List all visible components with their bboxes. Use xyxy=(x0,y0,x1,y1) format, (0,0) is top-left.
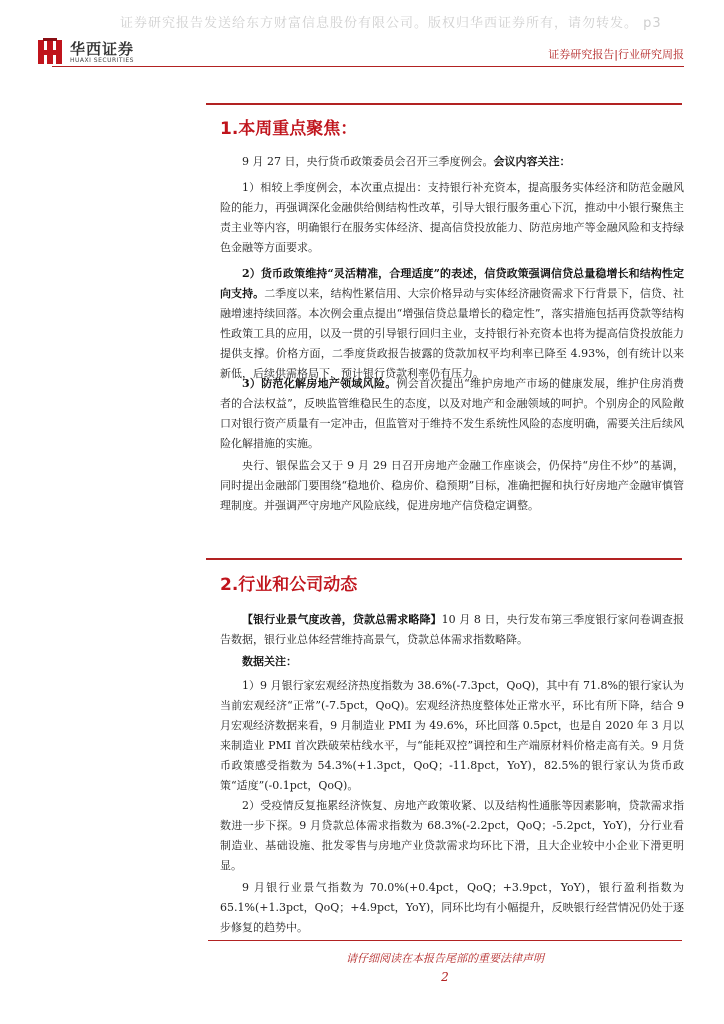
paragraph-text: 1）相较上季度例会，本次重点提出：支持银行补充资本，提高服务实体经济和防范金融风险的能力，再强调深化金融供给侧结构性改革，引导大银行服务重心下沉，推动中小银行聚焦主责主业等内容，明确银行在服务实体经济、提高信贷投放能力、防范房地产等金融风险和支持绿色金融等方面要求。 xyxy=(220,181,684,254)
section-1-paragraph-5 xyxy=(220,456,684,516)
paragraph-text: 例会首次提出“维护房地产市场的健康发展，维护住房消费者的合法权益”，反映监管维稳民生的态度，以及对地产和金融领域的呵护。个别房企的风险敞口对银行资产质量有一定冲击，但监管对于维持不发生系统性风险的态度明确，需要关注后续风险化解措施的实施。 xyxy=(220,377,685,450)
section-2-paragraph-4 xyxy=(220,796,684,876)
section-2-paragraph-5 xyxy=(220,878,684,938)
report-type-label: 证券研究报告|行业研究周报 xyxy=(548,48,684,61)
header-divider xyxy=(52,66,684,67)
section-1-paragraph-3 xyxy=(220,264,684,384)
section-2-title: 2.行业和公司动态 xyxy=(220,575,358,595)
company-logo xyxy=(38,38,158,66)
paragraph-text: 央行、银保监会又于 9 月 29 日召开房地产金融工作座谈会，仍保持“房住不炒”的基调，同时提出金融部门要围绕“稳地价、稳房价、稳预期”目标，准确把握和执行好房地产金融审慎管理制度。并强调严守房地产风险底线，促进房地产信贷稳定调整。 xyxy=(220,459,684,512)
watermark-text: 证券研究报告发送给东方财富信息股份有限公司。版权归华西证券所有，请勿转发。 p3 xyxy=(120,16,662,31)
paragraph-lead-text: 9 月 27 日，央行货币政策委员会召开三季度例会。 xyxy=(242,155,494,168)
logo-name-en: HUAXI SECURITIES xyxy=(70,57,134,64)
section-1-paragraph-1 xyxy=(220,152,684,172)
huaxi-logo-icon xyxy=(38,38,62,66)
section-1-title: 1.本周重点聚焦： xyxy=(220,119,358,139)
paragraph-text: 2）受疫情反复拖累经济恢复、房地产政策收紧、以及结构性通胀等因素影响，贷款需求指数进一步下探。9 月贷款总体需求指数为 68.3%(-2.2pct，QoQ；-5.2pct，YoY)，分行业看制造业、基础设施、批发零售与房地产业贷款需求均环比下滑，且大企业较中小企业下滑更明显。 xyxy=(220,799,684,872)
paragraph-bold-text: 会议内容关注： xyxy=(493,155,571,168)
section-1-rule xyxy=(206,103,682,105)
paragraph-text: 1）9 月银行家宏观经济热度指数为 38.6%(-7.3pct，QoQ)，其中有 71.8%的银行家认为当前宏观经济“正常”(-7.5pct，QoQ)。宏观经济热度整体处正常水平，环比有所下降，结合 9 月宏观经济数据来看，9 月制造业 PMI 为 49.6%，环比回落 0.5pct，也是自 2020 年 3 月以来制造业 PMI 首次跌破荣枯线水平，与“能耗双控”调控和生产端原材料价格走高有关。9 月货币政策感受指数为 54.3%(+1.3pct，QoQ；-11.8pct，YoY)，82.5%的银行家认为货币政策“适度”(-0.1pct，QoQ)。 xyxy=(220,679,684,792)
section-1-paragraph-2 xyxy=(220,178,684,258)
legal-notice-text: 请仔细阅读在本报告尾部的重要法律声明 xyxy=(346,952,544,965)
paragraph-text: 10 月 8 日，央行发布第三季度银行家问卷调查报告数据，银行业总体经营维持高景气，贷款总体需求指数略降。 xyxy=(220,613,685,646)
page-number: 2 xyxy=(441,970,449,984)
paragraph-bold-text: 【银行业景气度改善，贷款总需求略降】 xyxy=(242,613,442,626)
paragraph-text: 二季度以来，结构性紧信用、大宗价格异动与实体经济融资需求下行背景下，信贷、社融增速持续回落。本次例会重点提出“增强信贷总量增长的稳定性”，落实措施包括再贷款等结构性政策工具的应用，以及一贯的引导银行回归主业，支持银行补充资本也将为提高信贷投放能力提供支撑。价格方面，二季度货政报告披露的贷款加权平均利率已降至 4.93%，创有统计以来新低，后续供需格局下，预计银行贷款利率仍有压力。 xyxy=(220,287,685,380)
paragraph-text: 9 月银行业景气指数为 70.0%(+0.4pct，QoQ；+3.9pct，YoY)，银行盈利指数为 65.1%(+1.3pct，QoQ；+4.9pct，YoY)，同环比均有小幅提升，反映银行经营情况仍处于逐步修复的趋势中。 xyxy=(220,881,684,934)
section-2-paragraph-2 xyxy=(220,652,684,672)
section-2-paragraph-1 xyxy=(220,610,684,650)
logo-name-cn: 华西证券 xyxy=(70,40,135,58)
paragraph-bold-text: 3）防范化解房地产领域风险。 xyxy=(242,377,397,390)
section-2-paragraph-3 xyxy=(220,676,684,796)
footer-divider xyxy=(208,940,682,941)
paragraph-bold-text: 2）货币政策维持“灵活精准，合理适度”的表述，信贷政策强调信贷总量稳增长和结构性定向支持。 xyxy=(220,267,684,300)
section-1-paragraph-4 xyxy=(220,374,684,454)
section-2-rule xyxy=(206,558,682,560)
paragraph-bold-text: 数据关注： xyxy=(242,655,297,668)
